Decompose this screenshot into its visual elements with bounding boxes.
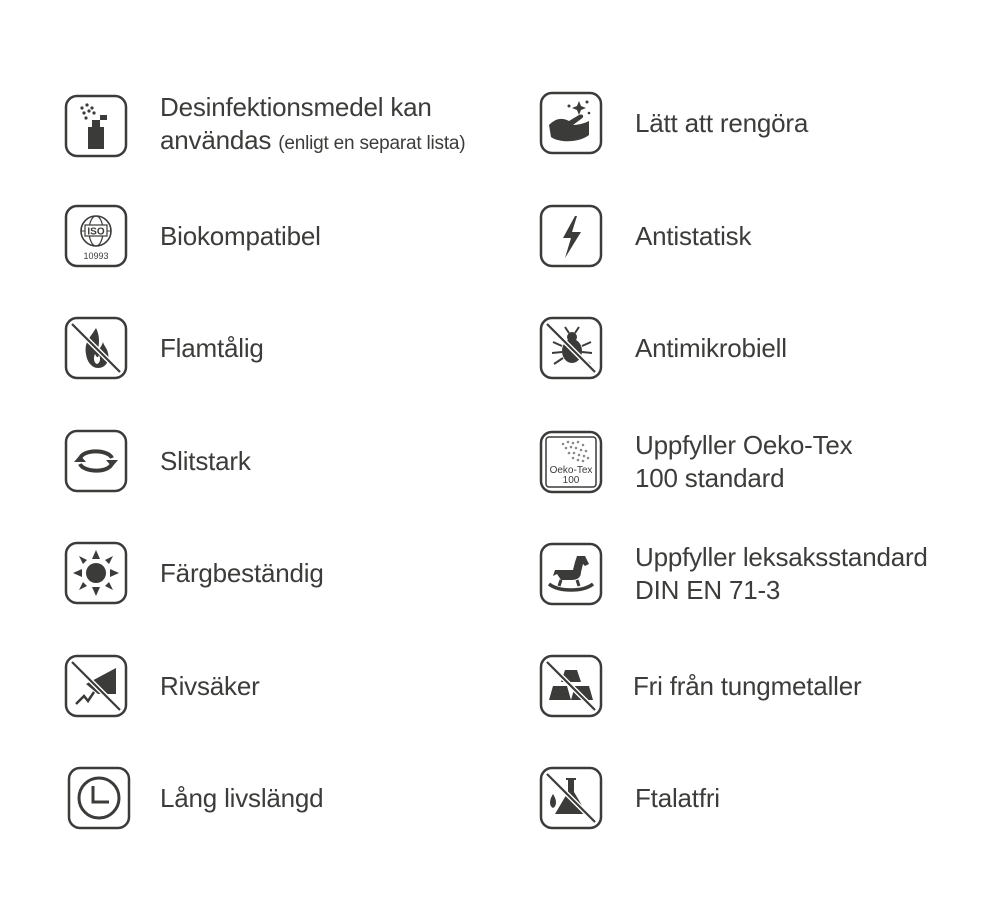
oeko-tex-icon — [539, 430, 603, 494]
feature-label-line1: Färgbeständig — [160, 557, 324, 588]
feature-tear-resistant — [64, 654, 260, 718]
iso-globe-icon — [64, 204, 128, 268]
no-tear-icon — [64, 654, 128, 718]
feature-long-life — [67, 766, 323, 830]
feature-label-line1: Rivsäker — [160, 670, 260, 701]
feature-durable — [64, 429, 251, 493]
oeko-icon-number: 100 — [562, 475, 580, 486]
feature-label — [160, 220, 321, 253]
feature-label-line2: 100 standard — [635, 463, 785, 493]
feature-label — [633, 670, 861, 703]
rocking-horse-icon — [539, 542, 603, 606]
feature-label-line1: Slitstark — [160, 445, 251, 476]
feature-label-line1: Flamtålig — [160, 332, 264, 363]
wipe-hand-icon — [539, 91, 603, 155]
feature-label — [160, 445, 251, 478]
feature-label-note: (enligt en separat lista) — [278, 133, 466, 154]
feature-label — [160, 332, 264, 365]
feature-label-line1: Antimikrobiell — [635, 332, 787, 363]
feature-label-line1: Lång livslängd — [160, 782, 324, 813]
feature-label-line1: Ftalatfri — [635, 782, 720, 813]
feature-colorfast — [64, 541, 324, 605]
feature-phthalate-free — [539, 766, 720, 830]
no-flame-icon — [64, 316, 128, 380]
no-metal-bars-icon — [539, 654, 603, 718]
spray-bottle-icon — [64, 94, 128, 158]
no-bug-icon — [539, 316, 603, 380]
feature-label — [160, 782, 323, 815]
feature-label — [635, 782, 720, 815]
no-flask-icon — [539, 766, 603, 830]
feature-label — [635, 429, 852, 495]
iso-icon-text: ISO — [87, 226, 105, 238]
feature-disinfectant — [64, 91, 465, 160]
feature-biocompatible — [64, 204, 321, 268]
feature-flame-retardant — [64, 316, 264, 380]
lightning-icon — [539, 204, 603, 268]
feature-label-line1: Biokompatibel — [160, 220, 321, 251]
feature-label — [635, 332, 787, 365]
feature-label-line1: Uppfyller leksaksstandard — [635, 542, 928, 572]
clock-icon — [67, 766, 131, 830]
feature-easy-clean — [539, 91, 808, 155]
feature-label — [160, 670, 260, 703]
feature-label-line1: Uppfyller Oeko-Tex — [635, 430, 853, 460]
feature-label — [160, 91, 465, 160]
iso-icon-number: 10993 — [83, 251, 109, 261]
feature-label-line1: Desinfektionsmedel kan — [160, 92, 432, 122]
feature-antimicrobial — [539, 316, 787, 380]
feature-label — [635, 541, 928, 607]
recycle-arrows-icon — [64, 429, 128, 493]
feature-label-line1: Lätt att rengöra — [635, 107, 809, 138]
feature-toy-standard — [539, 541, 928, 607]
feature-antistatic — [539, 204, 751, 268]
feature-label-line1: Antistatisk — [635, 220, 752, 251]
feature-label-line1: Fri från tungmetaller — [633, 670, 862, 701]
feature-oeko-tex — [539, 429, 852, 495]
feature-label-line2: DIN EN 71-3 — [635, 575, 781, 605]
oeko-icon-text: Oeko-Tex — [549, 465, 593, 476]
feature-label — [635, 220, 751, 253]
sun-icon — [64, 541, 128, 605]
feature-label — [635, 107, 808, 140]
feature-heavy-metal-free — [539, 654, 861, 718]
feature-label-line2: användas — [160, 125, 272, 155]
feature-label — [160, 557, 324, 590]
